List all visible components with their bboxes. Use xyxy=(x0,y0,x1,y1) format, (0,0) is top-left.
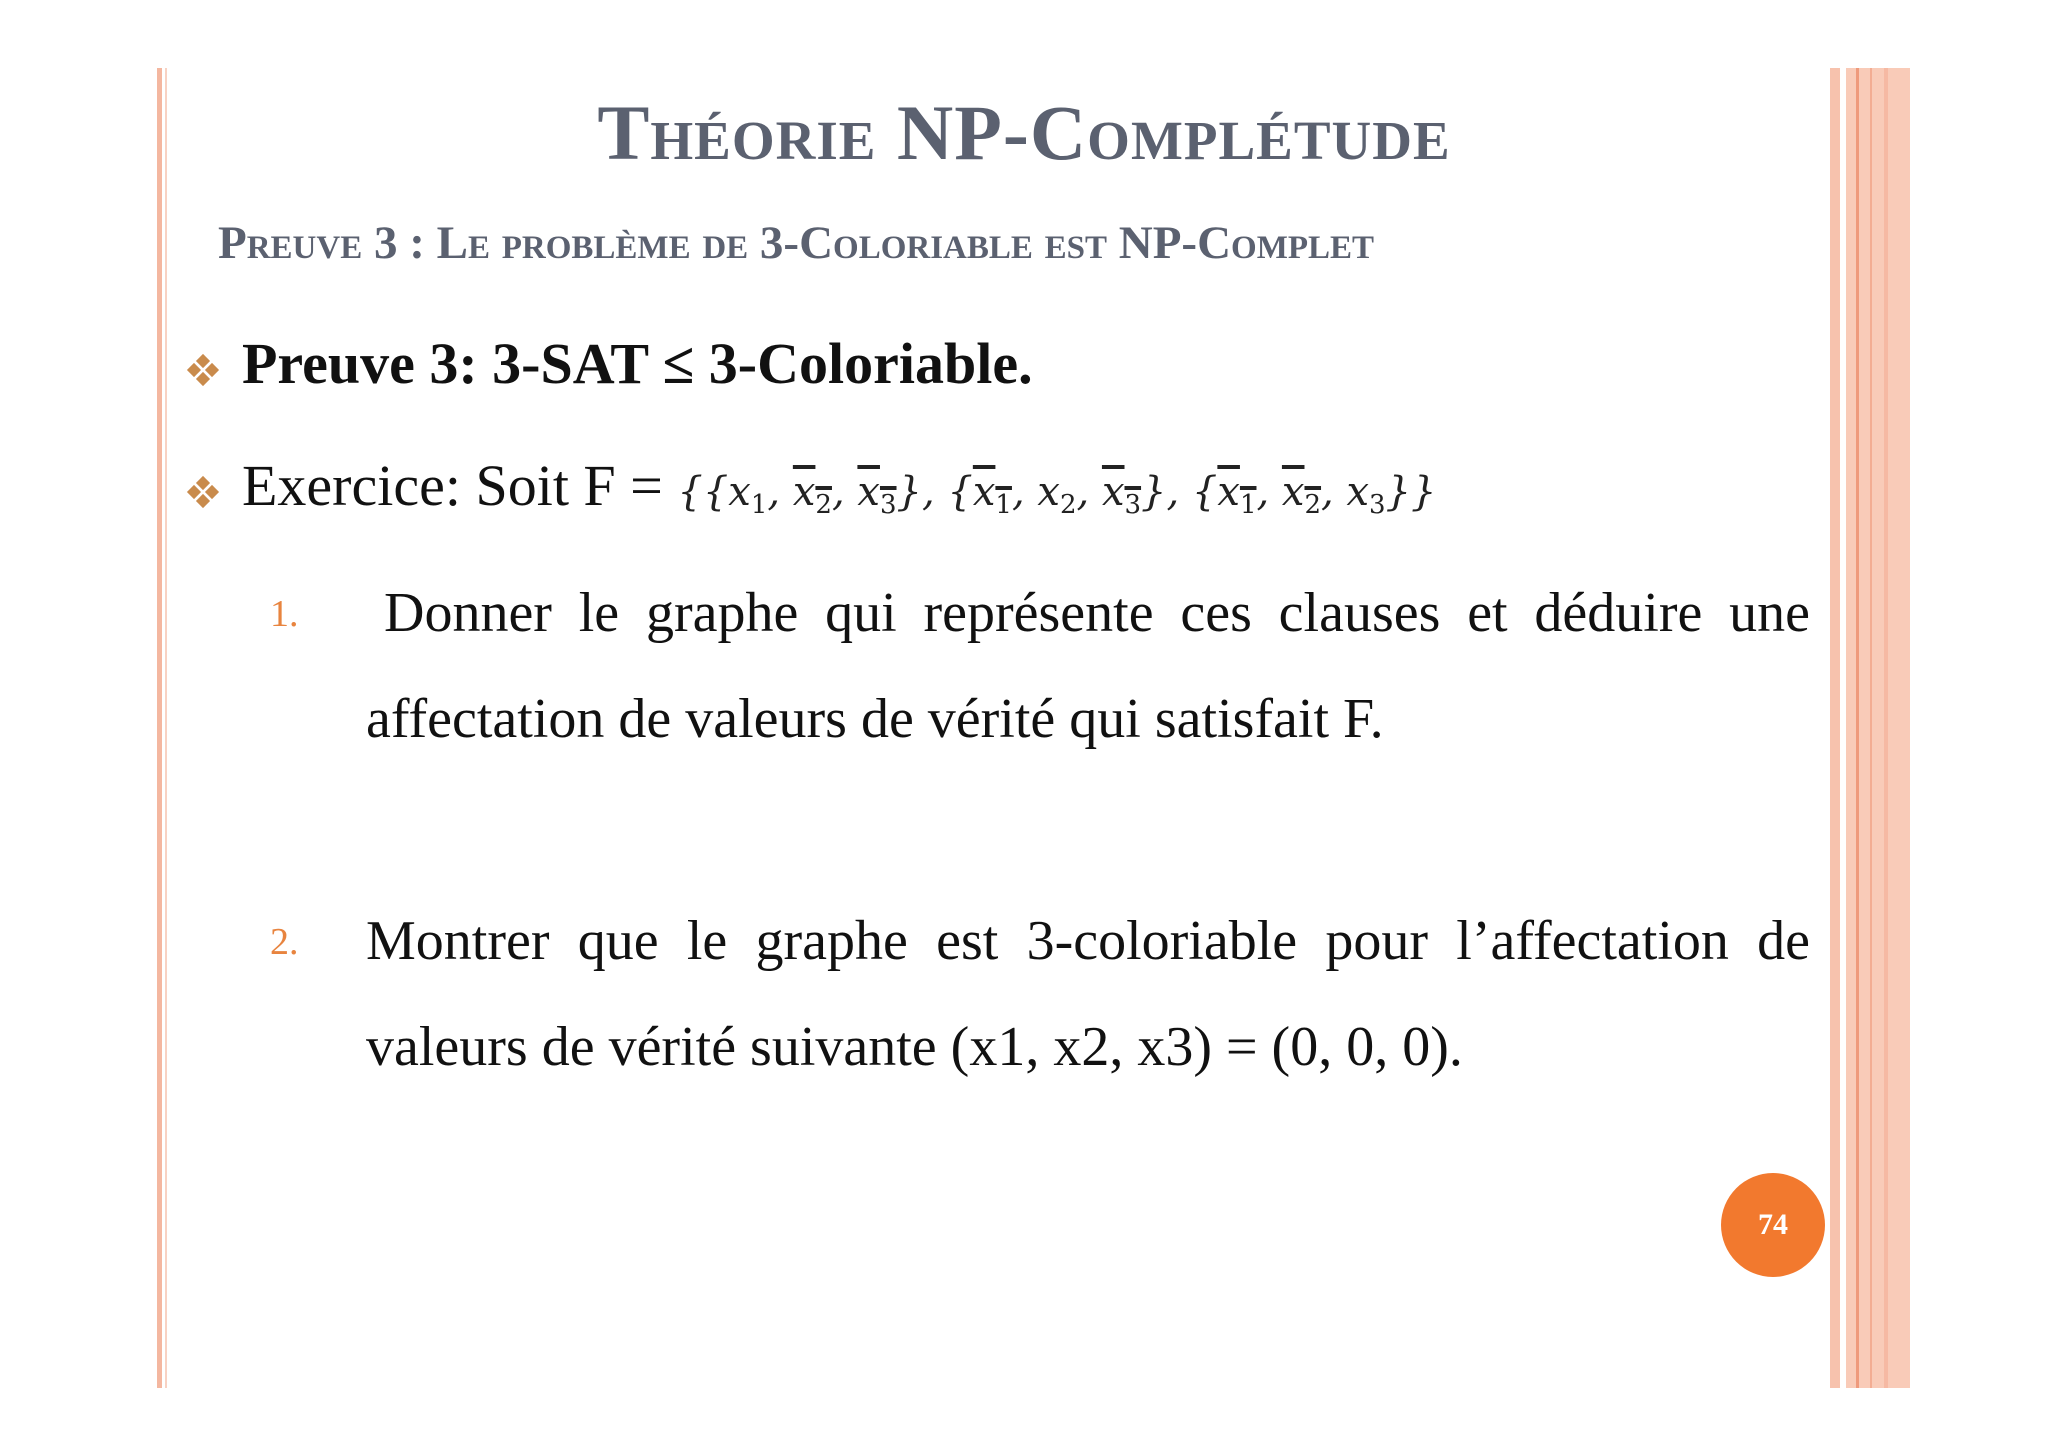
bullet-proof xyxy=(188,330,1033,397)
list-item-text: Donner le graphe qui représente ces clauses et déduire une affectation de valeurs de vérité qui satisfait F. xyxy=(366,582,1810,750)
right-border-stripe xyxy=(1884,68,1888,1388)
bullet-exercise-text: Exercice: Soit F = xyxy=(242,453,678,518)
list-item-number: 2. xyxy=(270,921,299,963)
diamond-bullet-icon xyxy=(188,477,218,507)
slide-title: Théorie NP-Complétude xyxy=(597,89,1451,176)
list-item-number: 1. xyxy=(270,593,299,635)
right-border-stripe xyxy=(1856,68,1859,1388)
diamond-bullet-icon xyxy=(188,355,218,385)
formula-F: {{$x_1$, $x_2$, $x_3$}, {$x_1$, $x_2$, $x_3$}, {$x_1$, $x_2$, $x_3$}} xyxy=(677,469,1437,520)
right-border-stripe xyxy=(1870,68,1872,1388)
page-number-badge: 74 xyxy=(1721,1173,1825,1277)
left-border-line-thin xyxy=(165,68,167,1388)
left-border-line xyxy=(157,68,162,1388)
list-item-text: Montrer que le graphe est 3-coloriable pour l’affectation de valeurs de vérité suivante (x1, x2, x3) = (0, 0, 0). xyxy=(366,910,1810,1078)
slide-subtitle: Preuve 3 : Le problème de 3-Coloriable est NP-Complet xyxy=(218,217,1375,269)
bullet-proof-text: Preuve 3: 3-SAT ≤ 3-Coloriable. xyxy=(242,331,1033,396)
bullet-exercise xyxy=(188,452,1436,520)
